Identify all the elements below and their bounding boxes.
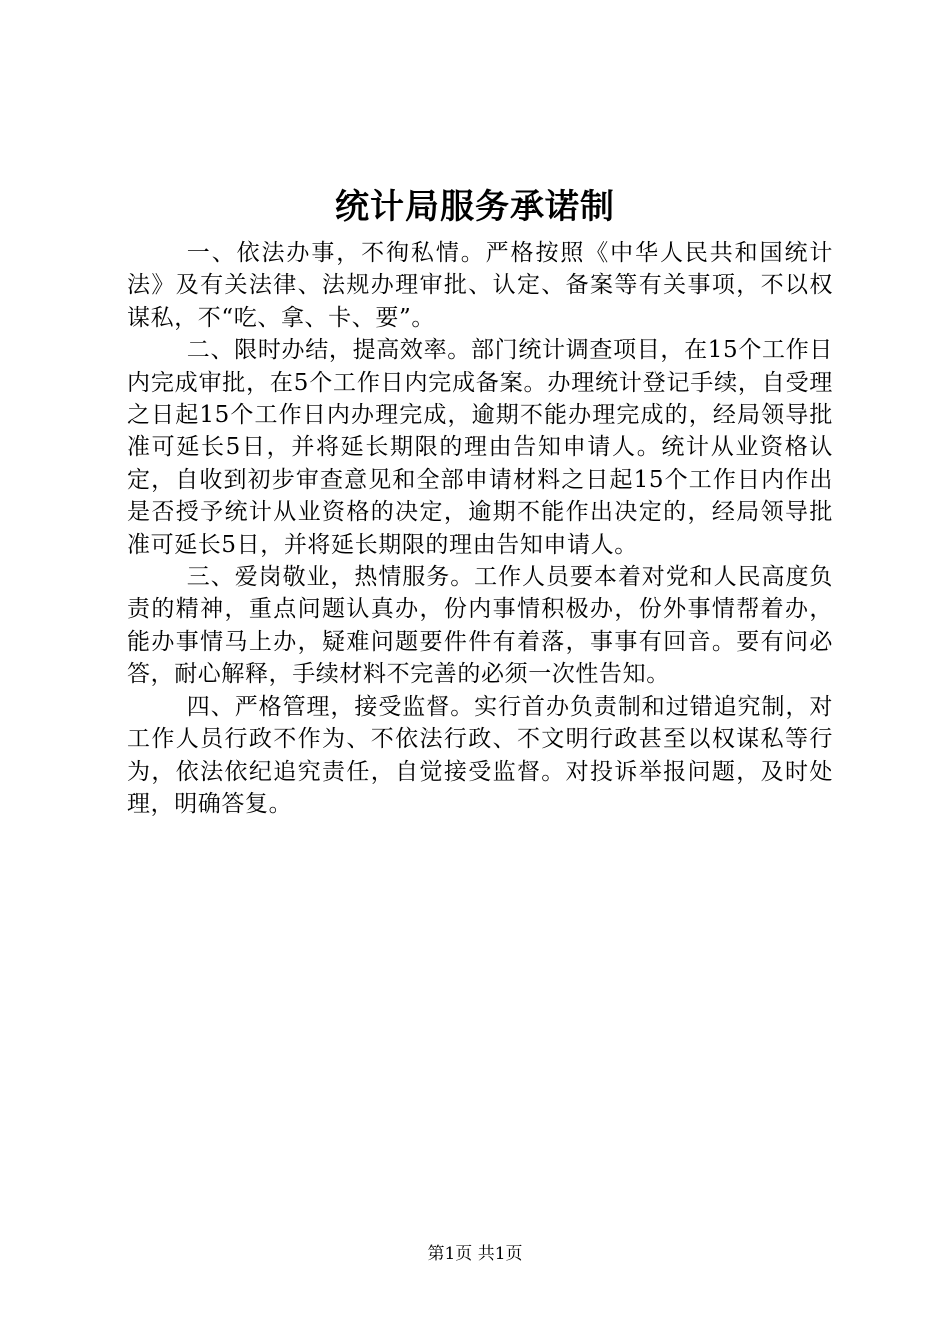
- paragraph-1: 一、依法办事，不徇私情。严格按照《中华人民共和国统计法》及有关法律、法规办理审批、认定、备案等有关事项，不以权谋私，不“吃、拿、卡、要”。: [127, 240, 833, 331]
- document-body: [127, 237, 833, 820]
- paragraph-2: 二、限时办结，提高效率。部门统计调查项目，在15个工作日内完成审批，在5个工作日内完成备案。办理统计登记手续，自受理之日起15个工作日内办理完成，逾期不能办理完成的，经局领导批准可延长5日，并将延长期限的理由告知申请人。统计从业资格认定，自收到初步审查意见和全部申请材料之日起15个工作日内作出是否授予统计从业资格的决定，逾期不能作出决定的，经局领导批准可延长5日，并将延长期限的理由告知申请人。: [127, 337, 833, 558]
- paragraph-3: 三、爱岗敬业，热情服务。工作人员要本着对党和人民高度负责的精神，重点问题认真办，份内事情积极办，份外事情帮着办，能办事情马上办，疑难问题要件件有着落，事事有回音。要有问必答，耐心解释，手续材料不完善的必须一次性告知。: [127, 564, 833, 688]
- page-footer: 第1页 共1页: [427, 1244, 523, 1264]
- document-title: 统计局服务承诺制: [335, 187, 615, 227]
- paragraph-4: 四、严格管理，接受监督。实行首办负责制和过错追究制，对工作人员行政不作为、不依法行政、不文明行政甚至以权谋私等行为，依法依纪追究责任，自觉接受监督。对投诉举报问题，及时处理，明确答复。: [127, 693, 833, 817]
